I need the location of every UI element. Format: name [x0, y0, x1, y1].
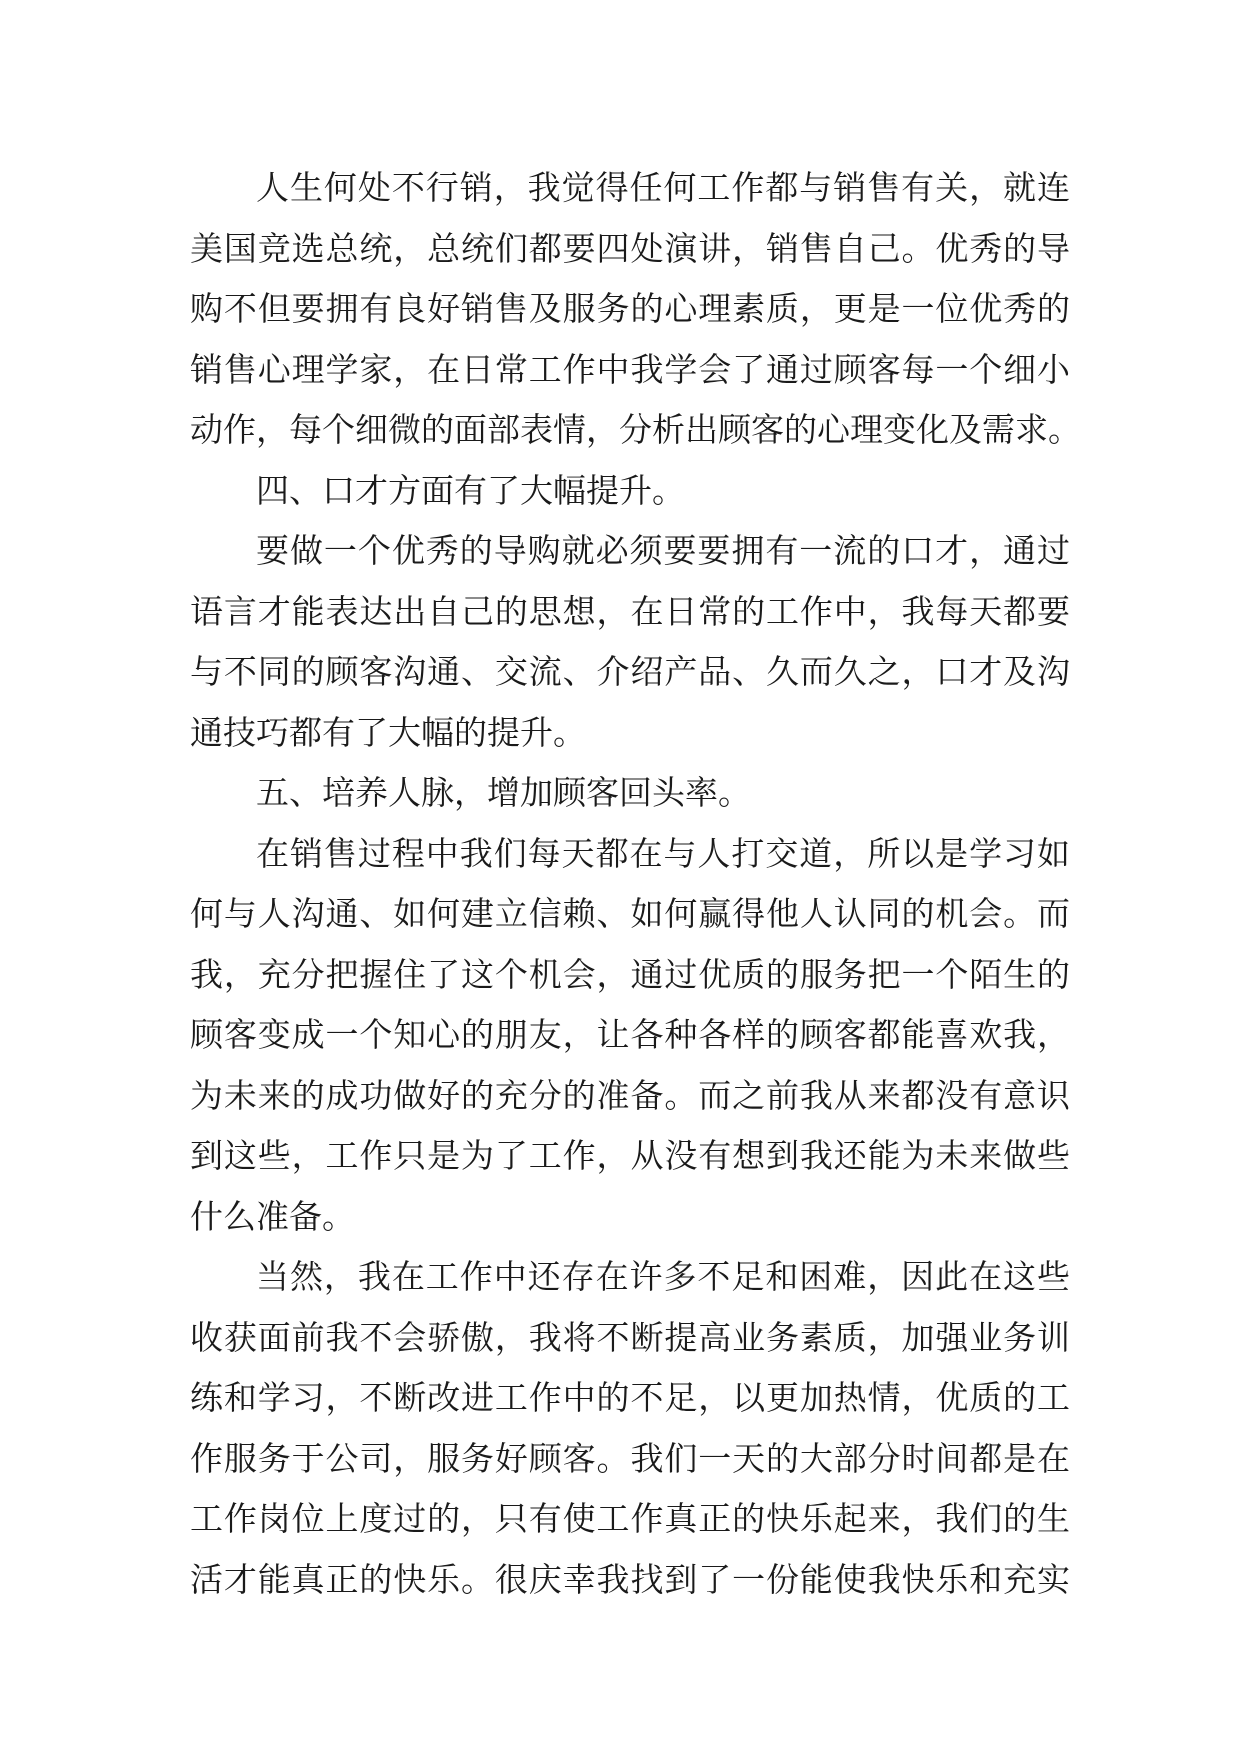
- text-line: 美国竞选总统，总统们都要四处演讲，销售自己。优秀的导: [190, 228, 1070, 268]
- text-line: 在销售过程中我们每天都在与人打交道，所以是学习如: [256, 833, 1070, 873]
- text-line: 与不同的顾客沟通、交流、介绍产品、久而久之，口才及沟: [190, 652, 1070, 691]
- text-line: 收获面前我不会骄傲，我将不断提高业务素质，加强业务训: [190, 1317, 1070, 1357]
- text-line: 五、培养人脉，增加顾客回头率。: [256, 773, 751, 812]
- text-line: 为未来的成功做好的充分的准备。而之前我从来都没有意识: [190, 1075, 1070, 1115]
- text-line: 我，充分把握住了这个机会，通过优质的服务把一个陌生的: [190, 954, 1070, 994]
- text-line: 动作，每个细微的面部表情，分析出顾客的心理变化及需求。: [190, 410, 1081, 449]
- text-line: 销售心理学家，在日常工作中我学会了通过顾客每一个细小: [190, 349, 1070, 389]
- text-line: 到这些，工作只是为了工作，从没有想到我还能为未来做些: [190, 1136, 1070, 1175]
- text-line: 当然，我在工作中还存在许多不足和困难，因此在这些: [256, 1257, 1070, 1296]
- text-line: 通技巧都有了大幅的提升。: [190, 712, 586, 752]
- text-line: 作服务于公司，服务好顾客。我们一天的大部分时间都是在: [190, 1438, 1070, 1478]
- text-line: 练和学习，不断改进工作中的不足，以更加热情，优质的工: [190, 1378, 1070, 1417]
- text-line: 工作岗位上度过的，只有使工作真正的快乐起来，我们的生: [190, 1499, 1070, 1538]
- text-line: 何与人沟通、如何建立信赖、如何赢得他人认同的机会。而: [190, 894, 1070, 933]
- text-line: 购不但要拥有良好销售及服务的心理素质，更是一位优秀的: [190, 289, 1070, 328]
- text-line: 要做一个优秀的导购就必须要要拥有一流的口才，通过: [256, 531, 1070, 570]
- text-line: 活才能真正的快乐。很庆幸我找到了一份能使我快乐和充实: [190, 1559, 1070, 1599]
- body-text: [190, 158, 1081, 1610]
- text-line: 什么准备。: [190, 1196, 355, 1236]
- text-line: 四、口才方面有了大幅提升。: [256, 470, 685, 510]
- text-line: 顾客变成一个知心的朋友，让各种各样的顾客都能喜欢我，: [190, 1015, 1070, 1054]
- text-line: 人生何处不行销，我觉得任何工作都与销售有关，就连: [256, 168, 1070, 207]
- text-line: 语言才能表达出自己的思想，在日常的工作中，我每天都要: [190, 591, 1070, 631]
